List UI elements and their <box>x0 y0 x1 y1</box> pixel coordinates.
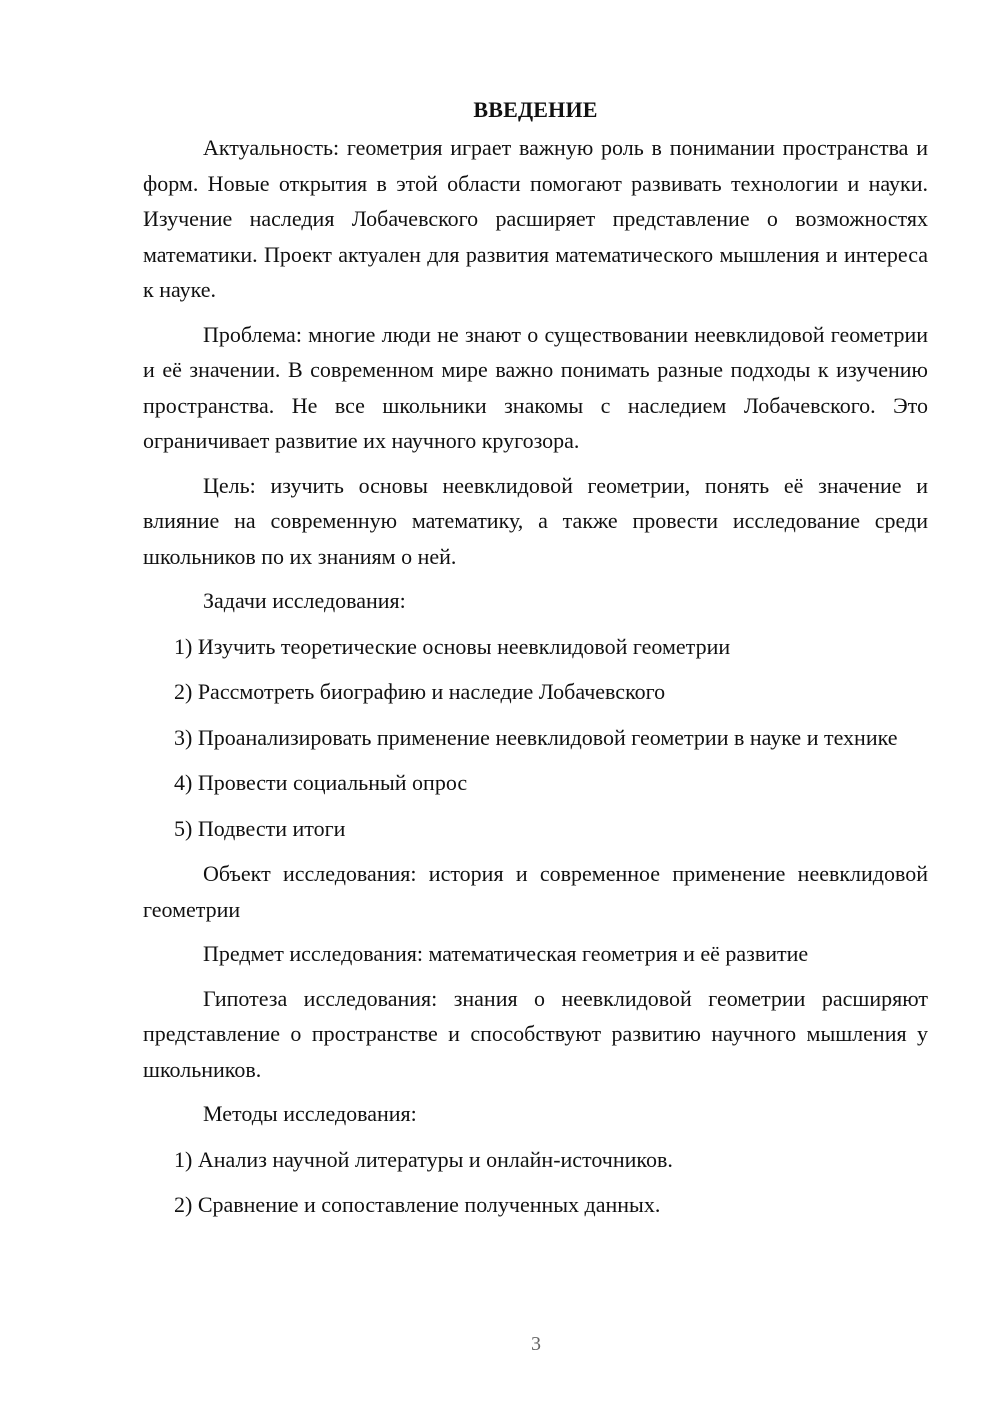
goal-paragraph: Цель: изучить основы неевклидовой геометрии, понять её значение и влияние на современную математику, а также провести исследование среди школьников по их знаниям о ней. <box>143 472 928 569</box>
methods-list <box>143 1142 928 1223</box>
tasks-heading: Задачи исследования: <box>203 588 406 613</box>
list-item: 2) Сравнение и сопоставление полученных данных. <box>174 1192 661 1217</box>
list-item: 3) Проанализировать применение неевклидовой геометрии в науке и технике <box>174 724 898 750</box>
object-paragraph: Объект исследования: история и современное применение неевклидовой геометрии <box>143 861 928 922</box>
document-page <box>143 92 928 1223</box>
page-number: 3 <box>531 1333 541 1355</box>
list-item: 1) Анализ научной литературы и онлайн-источников. <box>174 1146 673 1172</box>
tasks-list <box>143 629 928 847</box>
problem-paragraph: Проблема: многие люди не знают о существовании неевклидовой геометрии и её значении. В современном мире важно понимать разные подходы к изучению пространства. Не все школьники знакомы с наследием Лобачевского. Это ограничивает развитие их научного кругозора. <box>143 321 928 453</box>
section-heading: ВВЕДЕНИЕ <box>473 97 598 122</box>
methods-heading: Методы исследования: <box>203 1101 417 1126</box>
subject-paragraph: Предмет исследования: математическая геометрия и её развитие <box>203 941 809 966</box>
list-item: 2) Рассмотреть биографию и наследие Лобачевского <box>174 679 666 704</box>
list-item: 1) Изучить теоретические основы неевклидовой геометрии <box>174 633 731 659</box>
hypothesis-paragraph: Гипотеза исследования: знания о неевклидовой геометрии расширяют представление о пространстве и способствуют развитию научного мышления у школьников. <box>143 985 928 1082</box>
list-item: 4) Провести социальный опрос <box>174 770 468 795</box>
relevance-paragraph: Актуальность: геометрия играет важную роль в понимании пространства и форм. Новые открытия в этой области помогают развивать технологии и науки. Изучение наследия Лобачевского расширяет представление о возможностях математики. Проект актуален для развития математического мышления и интереса к науке. <box>143 135 928 302</box>
list-item: 5) Подвести итоги <box>174 815 346 841</box>
